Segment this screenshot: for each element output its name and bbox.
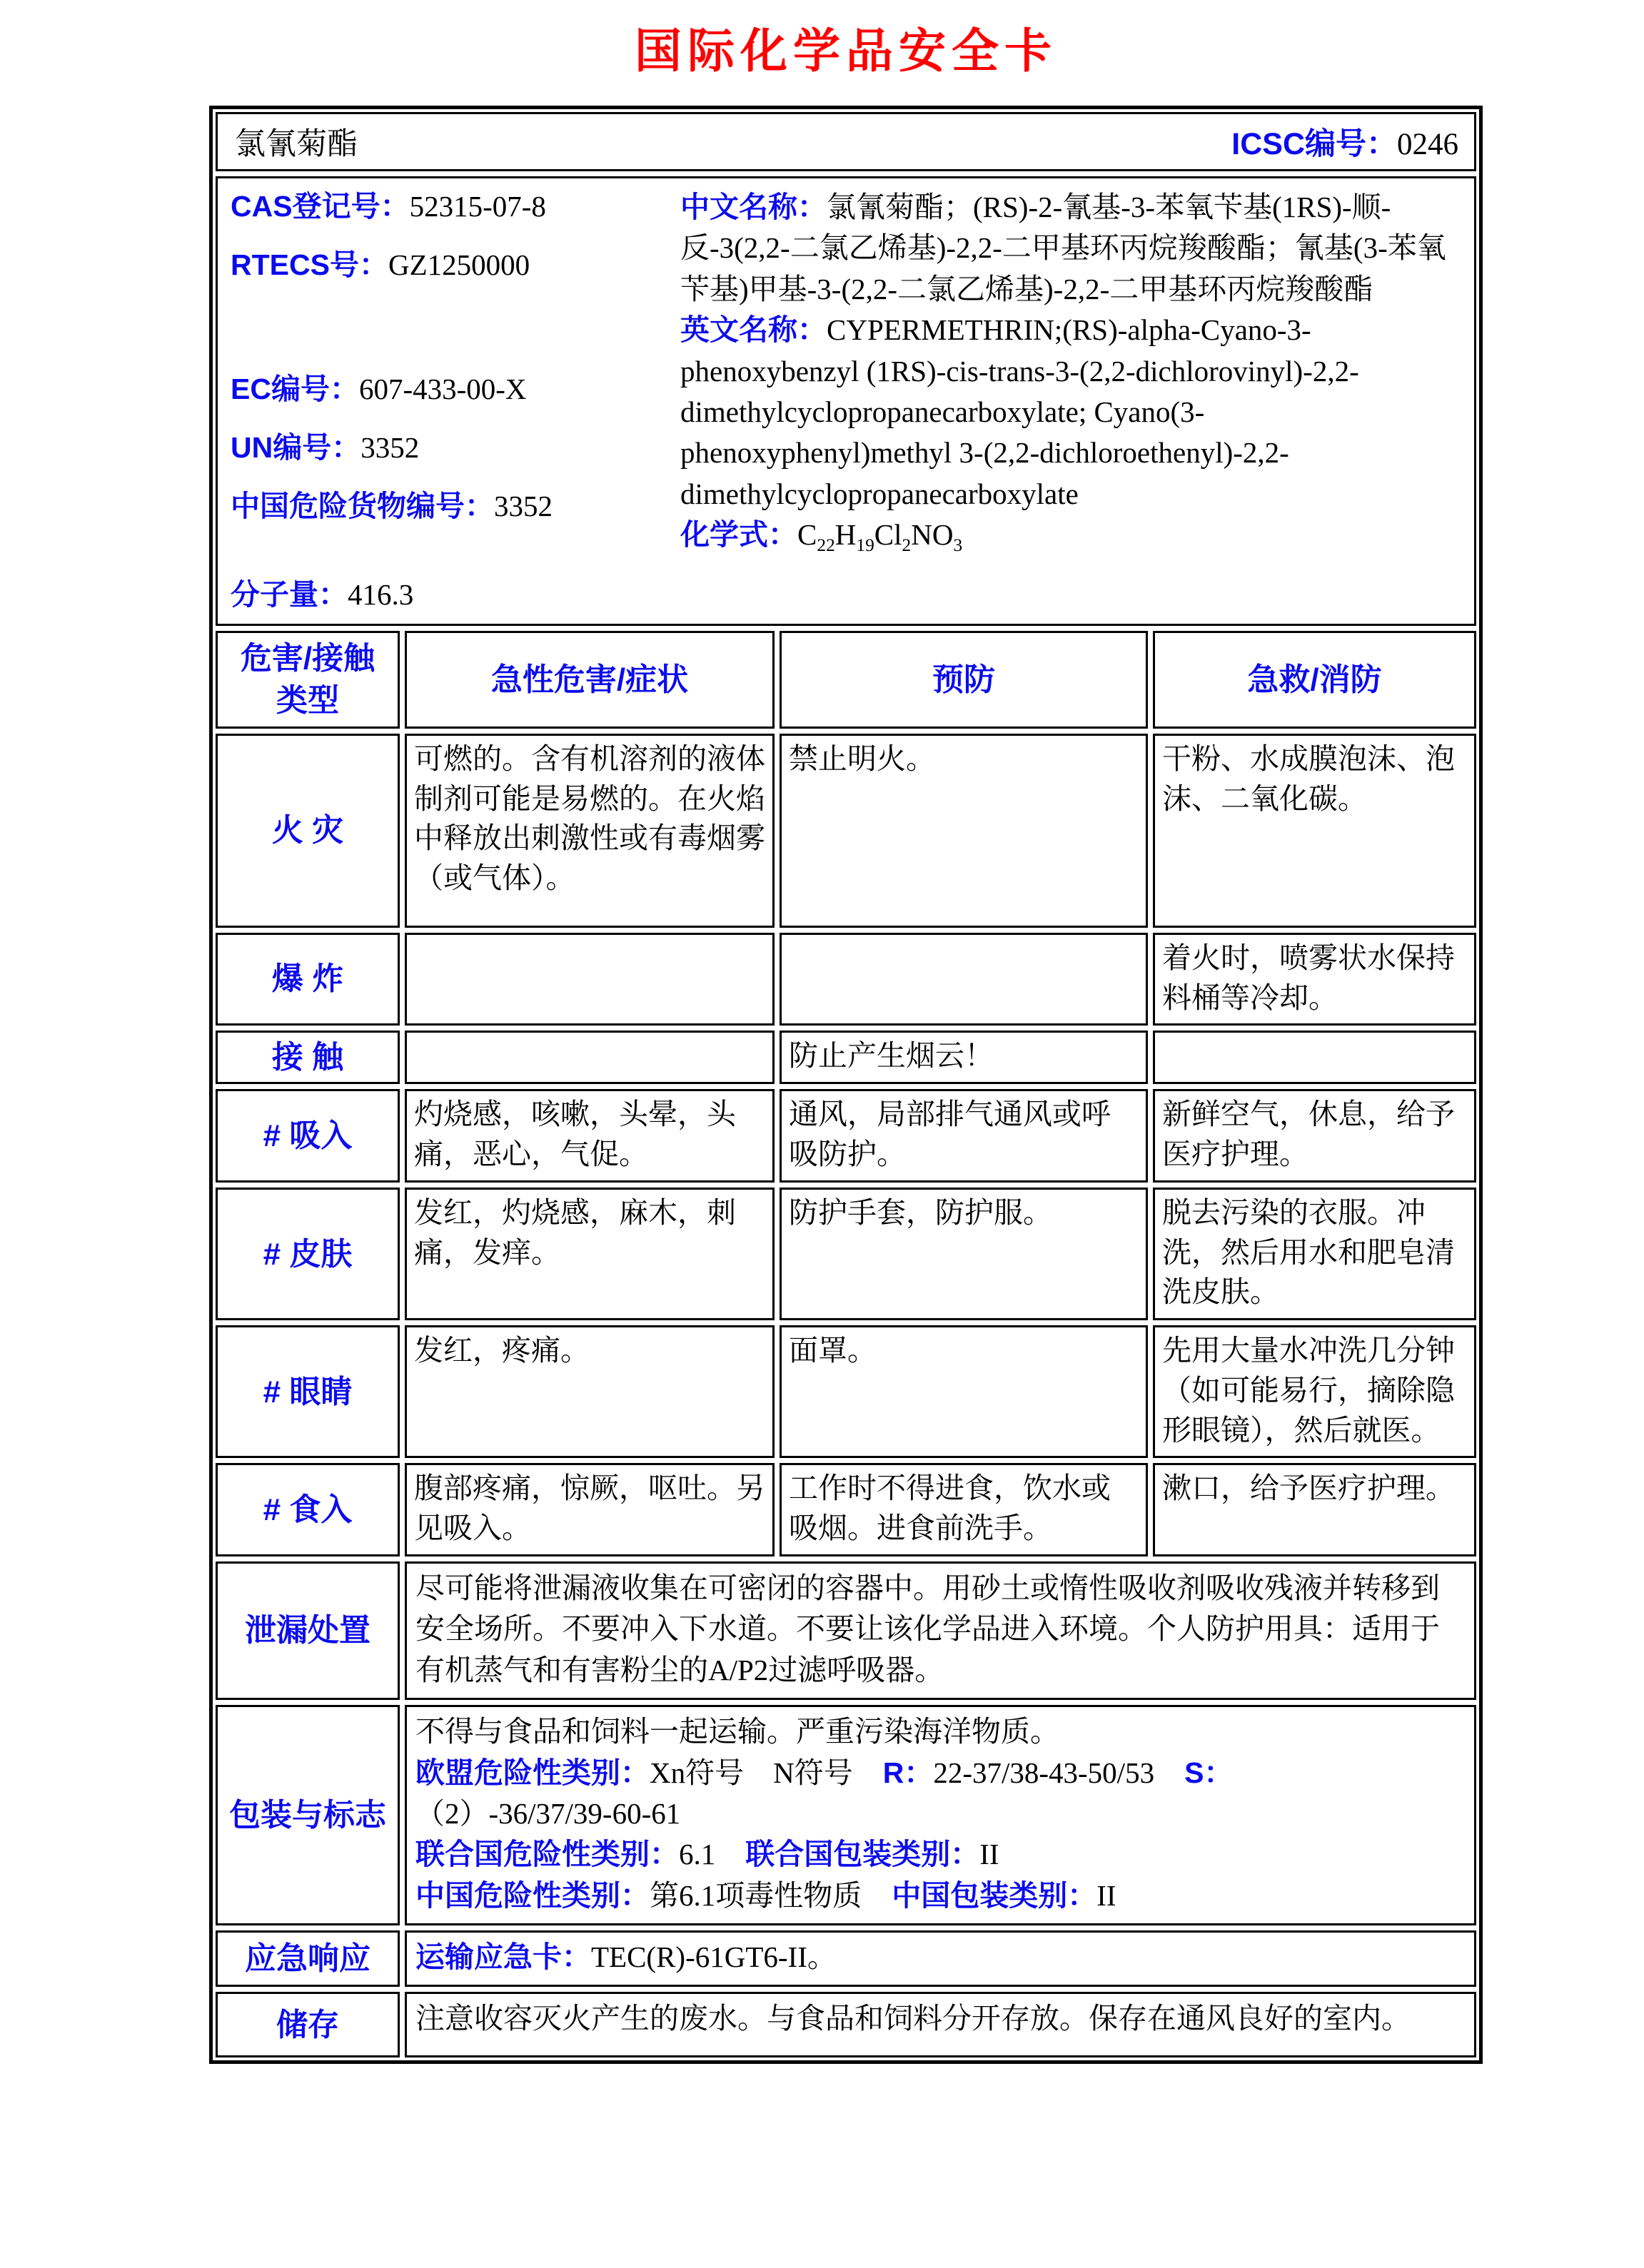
rtecs-number: RTECS号：GZ1250000 — [231, 248, 530, 282]
column-header-hazard-type: 危害/接触类型 — [216, 631, 400, 729]
row-inhalation-firstaid: 新鲜空气，休息，给予医疗护理。 — [1153, 1089, 1476, 1183]
row-ingestion-type: # 食入 — [216, 1463, 400, 1556]
row-eyes-prevention: 面罩。 — [780, 1325, 1148, 1458]
english-name: 英文名称：CYPERMETHRIN;(RS)-alpha-Cyano-3-phenoxybenzyl (1RS)-cis-trans-3-(2,2-dichlorovinyl)-2,2-dimethylcyclopropanecarboxylate; Cyano(3-phenoxyphenyl)methyl 3-(2,2-dichloroethenyl)-2,2-dimethylcyclopropanecarboxylate — [680, 313, 1359, 510]
row-ingestion-firstaid: 漱口，给予医疗护理。 — [1153, 1463, 1476, 1556]
column-header-symptoms: 急性危害/症状 — [405, 631, 775, 729]
un-number: UN编号：3352 — [231, 431, 420, 465]
icsc-number-value: 0246 — [1397, 128, 1458, 161]
ec-number: EC编号：607-433-00-X — [231, 373, 527, 406]
chemical-formula: 化学式：$C_{22}H_{19}Cl_2NO_3$ — [680, 518, 963, 556]
china-dangerous-goods-number: 中国危险货物编号：3352 — [231, 490, 553, 523]
packaging-eu-classification: 欧盟危险性类别：Xn符号 N符号 R：22-37/38-43-50/53 S： （2）-36/37/39-60-61 — [415, 1756, 1234, 1830]
molecular-weight: 分子量：416.3 — [231, 577, 414, 611]
packaging-transport-note: 不得与食品和饲料一起运输。严重污染海洋物质。 — [415, 1715, 1059, 1748]
page-title: 国际化学品安全卡 — [635, 24, 1057, 77]
transport-emergency-card-label: 运输应急卡： — [415, 1940, 591, 1974]
row-fire-type: 火 灾 — [216, 734, 400, 928]
transport-emergency-card-value: TEC(R)-61GT6-II。 — [591, 1940, 837, 1974]
packaging-un-classification: 联合国危险性类别：6.1 联合国包装类别：II — [415, 1838, 999, 1871]
section-storage-label: 储存 — [216, 1992, 400, 2057]
row-explosion-prevention — [780, 933, 1148, 1026]
icsc-number — [1231, 120, 1458, 163]
section-spillage-text: 尽可能将泄漏液收集在可密闭的容器中。用砂土或惰性吸收剂吸收残液并转移到安全场所。不要冲入下水道。不要让该化学品进入环境。个人防护用具：适用于有机蒸气和有害粉尘的A/P2过滤呼吸器。 — [405, 1561, 1476, 1700]
row-inhalation-symptoms: 灼烧感，咳嗽，头晕，头痛，恶心，气促。 — [405, 1089, 775, 1183]
identifier-list — [231, 187, 680, 614]
row-skin-symptoms: 发红，灼烧感，麻木，刺痛，发痒。 — [405, 1188, 775, 1320]
column-header-firstaid: 急救/消防 — [1153, 631, 1476, 729]
card-header-row — [216, 112, 1476, 171]
cas-number: CAS登记号：52315-07-8 — [231, 190, 546, 223]
row-fire-prevention: 禁止明火。 — [780, 734, 1148, 928]
row-explosion-symptoms — [405, 933, 775, 1026]
section-emergency-label: 应急响应 — [216, 1930, 400, 1987]
column-header-prevention: 预防 — [780, 631, 1148, 729]
row-fire-symptoms: 可燃的。含有机溶剂的液体制剂可能是易燃的。在火焰中释放出刺激性或有毒烟雾（或气体）。 — [405, 734, 775, 928]
row-eyes-firstaid: 先用大量水冲洗几分钟（如可能易行，摘除隐形眼镜），然后就医。 — [1153, 1325, 1476, 1458]
section-packaging-content — [405, 1705, 1476, 1925]
row-inhalation-type: # 吸入 — [216, 1089, 400, 1183]
section-storage-text: 注意收容灭火产生的废水。与食品和饲料分开存放。保存在通风良好的室内。 — [405, 1992, 1476, 2057]
substance-name: 氯氰菊酯 — [235, 128, 358, 161]
row-exposure-type: 接 触 — [216, 1031, 400, 1084]
section-spillage-label: 泄漏处置 — [216, 1561, 400, 1700]
chinese-name: 中文名称：氯氰菊酯；(RS)-2-氰基-3-苯氧苄基(1RS)-顺-反-3(2,2-二氯乙烯基)-2,2-二甲基环丙烷羧酸酯；氰基(3-苯氧苄基)甲基-3-(2,2-二氯乙烯基)-2,2-二甲基环丙烷羧酸酯 — [680, 191, 1446, 305]
row-skin-prevention: 防护手套，防护服。 — [780, 1188, 1148, 1320]
row-skin-type: # 皮肤 — [216, 1188, 400, 1320]
row-eyes-type: # 眼睛 — [216, 1325, 400, 1458]
row-fire-firstaid: 干粉、水成膜泡沫、泡沫、二氧化碳。 — [1153, 734, 1476, 928]
row-skin-firstaid: 脱去污染的衣服。冲洗，然后用水和肥皂清洗皮肤。 — [1153, 1188, 1476, 1320]
section-packaging-label: 包装与标志 — [216, 1705, 400, 1925]
packaging-cn-classification: 中国危险性类别：第6.1项毒性物质 中国包装类别：II — [415, 1878, 1116, 1912]
row-inhalation-prevention: 通风，局部排气通风或呼吸防护。 — [780, 1089, 1148, 1183]
section-emergency-content — [405, 1930, 1476, 1987]
identifiers-section — [216, 176, 1476, 626]
row-explosion-firstaid: 着火时，喷雾状水保持料桶等冷却。 — [1153, 933, 1476, 1026]
row-eyes-symptoms: 发红，疼痛。 — [405, 1325, 775, 1458]
row-explosion-type: 爆 炸 — [216, 933, 400, 1026]
row-exposure-symptoms — [405, 1031, 775, 1084]
row-exposure-prevention: 防止产生烟云！ — [780, 1031, 1148, 1084]
icsc-card — [209, 106, 1483, 2064]
icsc-number-label: ICSC编号： — [1231, 127, 1397, 161]
row-ingestion-prevention: 工作时不得进食，饮水或吸烟。进食前洗手。 — [780, 1463, 1148, 1556]
chemical-names — [680, 187, 1453, 614]
row-exposure-firstaid — [1153, 1031, 1476, 1084]
row-ingestion-symptoms: 腹部疼痛，惊厥，呕吐。另见吸入。 — [405, 1463, 775, 1556]
